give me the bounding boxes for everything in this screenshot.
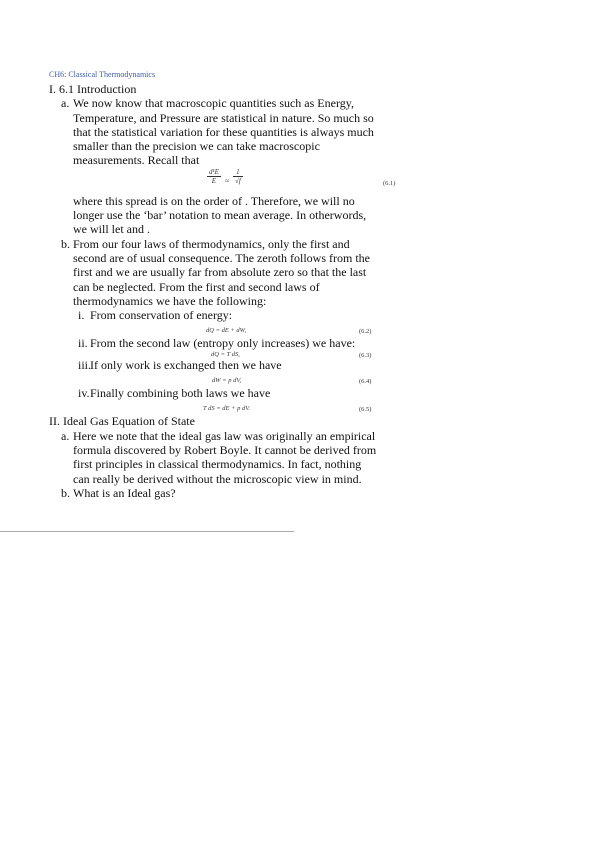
document-body	[49, 82, 396, 500]
equation-6-5: T dS = dE + p dV. (6.5)	[203, 405, 372, 414]
paragraph-text: What is an Ideal gas?	[73, 485, 176, 500]
item-label: b.	[61, 485, 70, 500]
approx-sign: ≈	[225, 176, 229, 185]
list-item-2b	[49, 486, 379, 500]
section-heading-ideal-gas: II. Ideal Gas Equation of State	[49, 414, 195, 429]
item-label: a.	[61, 96, 70, 111]
item-label: b.	[61, 236, 70, 251]
list-item-1a	[49, 96, 396, 237]
equation-6-2: dQ = dE + dW, (6.2)	[206, 327, 372, 336]
fraction-rhs: $\frac{1}{√f}$	[235, 167, 241, 185]
paragraph-text: From our four laws of thermodynamics, only the first and second are of usual consequence. The zeroth follows from the first and we are usually far from absolute zero so that the last can be neglected. From the first and second laws of thermodynamics we have the following:	[73, 236, 371, 308]
sub-item-i: i. From conservation of energy:	[78, 308, 233, 323]
paragraph-text: We now know that macroscopic quantities such as Energy, Temperature, and Pressure are statistical in nature. So much so that the statistical variation for these quantities is always much smaller than the precision we can take macroscopic measurements. Recall that	[73, 96, 374, 168]
section-heading-introduction: I. 6.1 Introduction	[49, 82, 137, 96]
sub-item-ii: ii. From the second law (entropy only increases) we have:	[78, 336, 356, 351]
footnote-divider	[0, 531, 294, 532]
sub-item-iii: iii. If only work is exchanged then we have	[78, 357, 282, 372]
paragraph-text: Here we note that the ideal gas law was originally an empirical formula discovered by Robert Boyle. It cannot be derived from first principles in classical thermodynamics. In fact, nothing can really be derived without the microscopic view in mind.	[73, 428, 377, 486]
list-item-1b	[49, 237, 379, 308]
paragraph-text: where this spread is on the order of . Therefore, we will no longer use the ‘bar’ notation to mean average. In otherwords, we will let and .	[73, 193, 367, 237]
fraction-lhs: $\frac{\text{d¹E}}{E}$	[209, 167, 219, 185]
equation-6-1	[73, 167, 396, 194]
item-label: a.	[61, 428, 70, 443]
equation-number: (6.1)	[383, 179, 396, 187]
equation-6-4: dW = p dV, (6.4)	[212, 377, 372, 386]
page-header: CH6: Classical Thermodynamics	[49, 70, 156, 79]
sub-item-iv: iv. Finally combining both laws we have	[78, 386, 271, 401]
equation-6-3: dQ = T dS, (6.3)	[211, 350, 372, 359]
list-item-2a	[49, 429, 379, 486]
